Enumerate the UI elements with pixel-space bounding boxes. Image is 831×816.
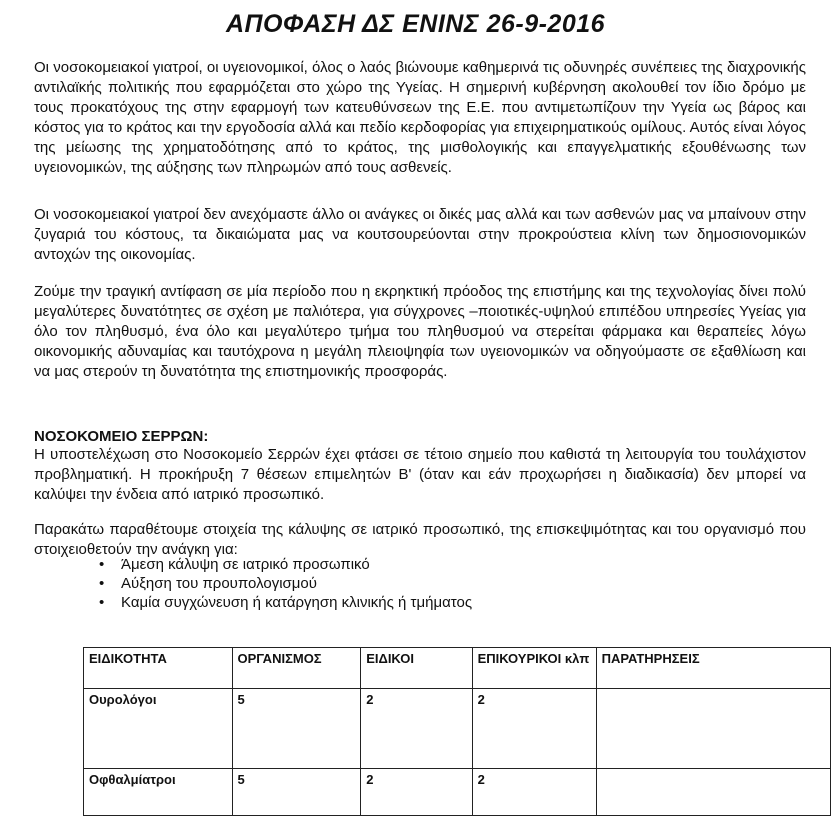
needs-list [34, 555, 806, 612]
bullet-icon: • [99, 594, 105, 611]
header-cell-remarks: ΠΑΡΑΤΗΡΗΣΕΙΣ [596, 648, 830, 689]
staffing-table [83, 647, 831, 816]
table-cell: 2 [361, 689, 472, 769]
list-item [34, 593, 806, 612]
section-heading: ΝΟΣΟΚΟΜΕΙΟ ΣΕΡΡΩΝ: [34, 428, 209, 445]
bullet-icon: • [99, 575, 105, 592]
list-item [34, 574, 806, 593]
paragraph-2: Οι νοσοκομειακοί γιατροί δεν ανεχόμαστε άλλο οι ανάγκες οι δικές μας αλλά και των ασθενών μας να μπαίνουν στην ζυγαριά του κόστους, τα δικαιώματα μας να κουτσουρεύονται στην προκρούστεια κλίνη των δημοσιονομικών αντοχών της οικονομίας. [34, 206, 806, 263]
header-cell-auxiliary: ΕΠΙΚΟΥΡΙΚΟΙ κλπ [472, 648, 596, 689]
table-cell: 5 [232, 689, 361, 769]
paragraph-3: Ζούμε την τραγική αντίφαση σε μία περίοδο που η εκρηκτική πρόοδος της επιστήμης και της τεχνολογίας δίνει πολύ μεγαλύτερες δυνατότητες σε σχέση με παλιότερα, για σύγχρονες –ποιοτικές-υψηλού επιπέδου υπηρεσίες Υγείας για όλο τον πληθυσμό, ένα όλο και μεγαλύτερο τμήμα του πληθυσμού να στερείται φάρμακα και θεραπείες λόγω οικονομικής αδυναμίας και ταυτόχρονα η μεγάλη πλειοψηφία των υγειονομικών να οδηγούμαστε σε εξαθλίωση και να μας στερούν τη δυνατότητα της επιστημονικής προσφοράς. [34, 283, 806, 380]
section-paragraph-2: Παρακάτω παραθέτουμε στοιχεία της κάλυψης σε ιατρικό προσωπικό, της επισκεψιμότητας και του οργανισμό που στοιχειοθετούν την ανάγκη για: [34, 521, 806, 558]
table-header-row [84, 648, 831, 689]
section-paragraph-1: Η υποστελέχωση στο Νοσοκομείο Σερρών έχει φτάσει σε τέτοιο σημείο που καθιστά τη λειτουργία του τουλάχιστον προβληματική. Η προκήρυξη 7 θέσεων επιμελητών Β' (όταν και εάν προχωρήσει η διαδικασία) δεν μπορεί να καλύψει την ένδεια από ιατρικό προσωπικό. [34, 446, 806, 503]
header-cell-specialists: ΕΙΔΙΚΟΙ [361, 648, 472, 689]
table-cell: 2 [472, 769, 596, 816]
header-cell-specialty: ΕΙΔΙΚΟΤΗΤΑ [84, 648, 233, 689]
table-cell: 2 [472, 689, 596, 769]
table-cell [596, 769, 830, 816]
bullet-icon: • [99, 556, 105, 573]
header-cell-organization: ΟΡΓΑΝΙΣΜΟΣ [232, 648, 361, 689]
table-cell [596, 689, 830, 769]
table-cell: Οφθαλμίατροι [84, 769, 233, 816]
table-row [84, 769, 831, 816]
list-item-text: Καμία συγχώνευση ή κατάργηση κλινικής ή τμήματος [121, 594, 473, 611]
list-item-text: Αύξηση του προυπολογισμού [121, 575, 317, 592]
table-cell: 5 [232, 769, 361, 816]
list-item [34, 555, 806, 574]
paragraph-1: Οι νοσοκομειακοί γιατροί, οι υγειονομικοί, όλος ο λαός βιώνουμε καθημερινά τις οδυνηρές συνέπειες της διαχρονικής αντιλαϊκής πολιτικής που εφαρμόζεται στο χώρο της Υγείας. Η σημερινή κυβέρνηση ακολουθεί τον ίδιο δρόμο με τους προκατόχους της στην εφαρμογή των κατευθύνσεων της Ε.Ε. που αντιμετωπίζουν την Υγεία ως βάρος και κόστος για το κράτος και την εργοδοσία αλλά και πεδίο κερδοφορίας για επιχειρηματικούς ομίλους. Αυτός είναι λόγος της μείωσης της χρηματοδότησης από το κράτος, της μισθολογικής και επαγγελματικής εξουθένωσης των υγειονομικών, της αύξησης των πληρωμών από τους ασθενείς. [34, 59, 806, 176]
table-cell: Ουρολόγοι [84, 689, 233, 769]
table-cell: 2 [361, 769, 472, 816]
document-title: ΑΠΟΦΑΣΗ ΔΣ ΕΝΙΝΣ 26-9-2016 [225, 10, 606, 38]
table-row [84, 689, 831, 769]
list-item-text: Άμεση κάλυψη σε ιατρικό προσωπικό [121, 556, 370, 573]
